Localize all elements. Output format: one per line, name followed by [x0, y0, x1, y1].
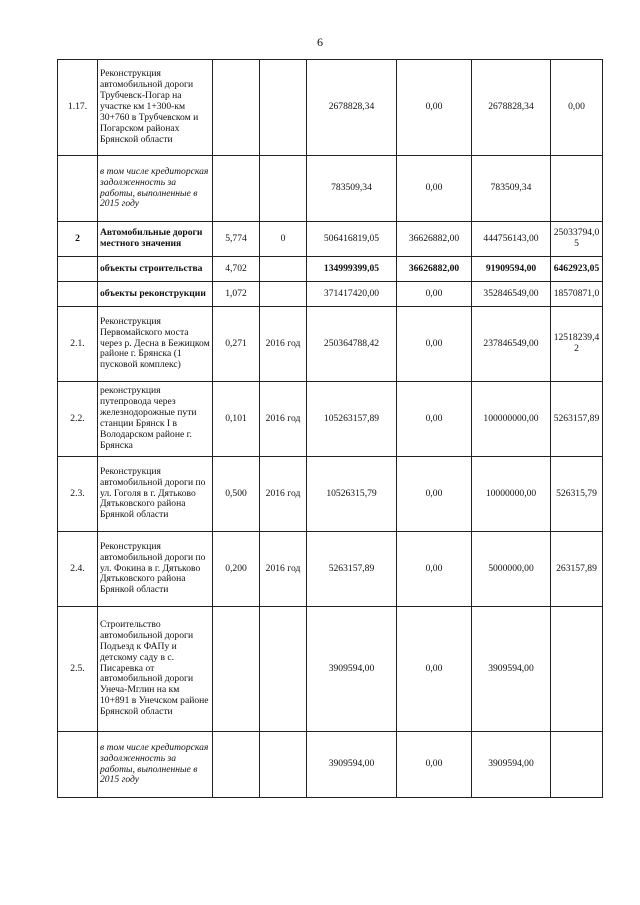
object-name: Реконструкция автомобильной дороги по ул. Фокина в г. Дятьково Дятьковского района Брянкой области	[98, 532, 213, 607]
year-cell: 2016 год	[260, 457, 307, 532]
regional-cell: 237846549,00	[472, 307, 551, 382]
local-cell: 263157,89	[551, 532, 603, 607]
table-row	[58, 532, 603, 607]
federal-cell: 0,00	[397, 60, 472, 156]
length-cell: 0,500	[213, 457, 260, 532]
length-cell: 1,072	[213, 282, 260, 307]
row-number: 1.17.	[58, 60, 98, 156]
regional-cell: 783509,34	[472, 156, 551, 222]
length-cell: 4,702	[213, 257, 260, 282]
total-cell: 5263157,89	[307, 532, 397, 607]
regional-cell: 3909594,00	[472, 732, 551, 798]
local-cell: 6462923,05	[551, 257, 603, 282]
year-cell	[260, 257, 307, 282]
table-row	[58, 307, 603, 382]
row-number	[58, 732, 98, 798]
local-cell	[551, 607, 603, 732]
table-row	[58, 732, 603, 798]
length-cell: 0,271	[213, 307, 260, 382]
federal-cell: 0,00	[397, 307, 472, 382]
length-cell	[213, 607, 260, 732]
regional-cell: 100000000,00	[472, 382, 551, 457]
year-cell	[260, 60, 307, 156]
total-cell: 371417420,00	[307, 282, 397, 307]
length-cell: 0,101	[213, 382, 260, 457]
year-cell	[260, 732, 307, 798]
federal-cell: 0,00	[397, 382, 472, 457]
total-cell: 506416819,05	[307, 222, 397, 257]
local-cell: 25033794,05	[551, 222, 603, 257]
object-name: реконструкция путепровода через железнодорожные пути станции Брянск I в Володарском районе г. Брянска	[98, 382, 213, 457]
row-number: 2	[58, 222, 98, 257]
regional-cell: 444756143,00	[472, 222, 551, 257]
local-cell: 18570871,0	[551, 282, 603, 307]
length-cell	[213, 732, 260, 798]
total-cell: 783509,34	[307, 156, 397, 222]
local-cell: 12518239,42	[551, 307, 603, 382]
object-name: объекты реконструкции	[98, 282, 213, 307]
regional-cell: 5000000,00	[472, 532, 551, 607]
page-number: 6	[317, 35, 323, 49]
year-cell	[260, 156, 307, 222]
federal-cell: 36626882,00	[397, 222, 472, 257]
object-name: Автомобильные дороги местного значения	[98, 222, 213, 257]
row-number: 2.5.	[58, 607, 98, 732]
object-name: Реконструкция автомобильной дороги Трубчевск-Погар на участке км 1+300-км 30+760 в Трубчевском и Погарском районах Брянской области	[98, 60, 213, 156]
row-number: 2.4.	[58, 532, 98, 607]
total-cell: 10526315,79	[307, 457, 397, 532]
length-cell	[213, 156, 260, 222]
federal-cell: 0,00	[397, 457, 472, 532]
row-number	[58, 156, 98, 222]
table-row	[58, 382, 603, 457]
regional-cell: 10000000,00	[472, 457, 551, 532]
table-row	[58, 156, 603, 222]
row-number: 2.1.	[58, 307, 98, 382]
local-cell: 5263157,89	[551, 382, 603, 457]
table-row	[58, 257, 603, 282]
regional-cell: 2678828,34	[472, 60, 551, 156]
row-number	[58, 257, 98, 282]
year-cell	[260, 282, 307, 307]
object-name: Реконструкция автомобильной дороги по ул. Гоголя в г. Дятьково Дятьковского района Брянкой области	[98, 457, 213, 532]
length-cell	[213, 60, 260, 156]
length-cell: 5,774	[213, 222, 260, 257]
federal-cell: 0,00	[397, 156, 472, 222]
object-name: объекты строительства	[98, 257, 213, 282]
object-name: в том числе кредиторская задолженность за работы, выполненные в 2015 году	[98, 156, 213, 222]
local-cell: 526315,79	[551, 457, 603, 532]
federal-cell: 0,00	[397, 732, 472, 798]
object-name: в том числе кредиторская задолженность за работы, выполненные в 2015 году	[98, 732, 213, 798]
total-cell: 2678828,34	[307, 60, 397, 156]
local-cell	[551, 156, 603, 222]
regional-cell: 3909594,00	[472, 607, 551, 732]
row-number: 2.2.	[58, 382, 98, 457]
federal-cell: 36626882,00	[397, 257, 472, 282]
local-cell: 0,00	[551, 60, 603, 156]
federal-cell: 0,00	[397, 532, 472, 607]
federal-cell: 0,00	[397, 607, 472, 732]
local-cell	[551, 732, 603, 798]
table-row	[58, 282, 603, 307]
total-cell: 134999399,05	[307, 257, 397, 282]
year-cell: 2016 год	[260, 307, 307, 382]
table-row	[58, 222, 603, 257]
length-cell: 0,200	[213, 532, 260, 607]
table-row	[58, 607, 603, 732]
total-cell: 3909594,00	[307, 732, 397, 798]
total-cell: 250364788,42	[307, 307, 397, 382]
total-cell: 105263157,89	[307, 382, 397, 457]
row-number	[58, 282, 98, 307]
regional-cell: 352846549,00	[472, 282, 551, 307]
year-cell: 2016 год	[260, 382, 307, 457]
federal-cell: 0,00	[397, 282, 472, 307]
year-cell: 0	[260, 222, 307, 257]
program-table	[57, 59, 603, 798]
total-cell: 3909594,00	[307, 607, 397, 732]
row-number: 2.3.	[58, 457, 98, 532]
table-row	[58, 457, 603, 532]
year-cell: 2016 год	[260, 532, 307, 607]
year-cell	[260, 607, 307, 732]
table-row	[58, 60, 603, 156]
object-name: Строительство автомобильной дороги Подъезд к ФАПу и детскому саду в с. Писаревка от автомобильной дороги Унеча-Мглин на км 10+891 в Унечском районе Брянской области	[98, 607, 213, 732]
object-name: Реконструкция Первомайского моста через р. Десна в Бежицком районе г. Брянска (1 пусковой комплекс)	[98, 307, 213, 382]
regional-cell: 91909594,00	[472, 257, 551, 282]
